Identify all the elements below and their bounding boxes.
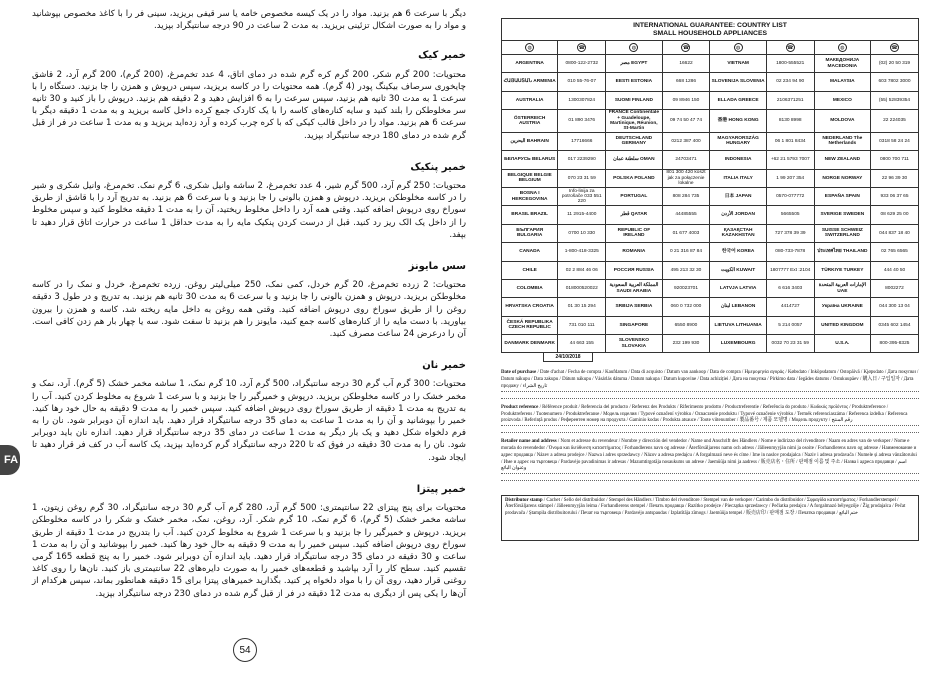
country-phone: 44 663 155 [558, 335, 606, 353]
country-phone: 8002272 [870, 279, 918, 297]
country-phone: 5665505 [766, 206, 814, 224]
country-name: ประเทศไทย THAILAND [814, 243, 870, 261]
retailer-line [501, 439, 919, 474]
globe-icon-cell [710, 41, 766, 55]
country-name: INDONESIA [710, 151, 766, 169]
country-phone: Info-linija za potrošače 033 551 220 [558, 187, 606, 205]
country-phone: 6 616 3403 [766, 279, 814, 297]
distributor-stamp-box [501, 495, 919, 541]
country-name: ROMANIA [606, 243, 662, 261]
country-name: БЕЛАРУСЬ BELARUS [502, 151, 558, 169]
country-phone: 09 8946 150 [662, 91, 710, 109]
country-name: LIETUVA LITHUANIA [710, 316, 766, 334]
guarantee-title-line1: INTERNATIONAL GUARANTEE: COUNTRY LIST [633, 21, 787, 29]
country-name: لبنان LEBANON [710, 298, 766, 316]
country-phone: 22 224035 [870, 110, 918, 133]
country-phone: 17716666 [558, 132, 606, 150]
phone-icon-cell [766, 41, 814, 55]
country-name: U.S.A. [814, 335, 870, 353]
left-page [3, 8, 470, 666]
country-phone: 808 284 735 [662, 187, 710, 205]
info-text: / Date d'achat / Fecha de compra / Kaufdatum / Data di acquisto / Datum van aankoop / Data de compra / Ημερομηνία αγοράς / Købsdato / Inköpsdatum / Ostopäivä / Kjøpsdato / Дата покупки / Datum nákupu / Data zakupu / Dátum nákupu / Vásárlás dátuma / Datum nakupa / Datum kupovine / Data achiziției / Дата на покупка / Pirkimo data / Iegādes datums / Ostukuupäev / 購入日 / 구입일자 / Дата продажу / تاريخ الشراء [501, 370, 919, 390]
country-name: NORGE NORWAY [814, 169, 870, 187]
country-phone: 02 234 94 90 [766, 73, 814, 91]
country-phone: 017 2239290 [558, 151, 606, 169]
distributor-label: Distributor stamp [505, 498, 543, 504]
section-body: محتویات: 200 گرم شکر، 200 گرم کره گرم شده در دمای اتاق، 4 عدد تخم‌مرغ، (200 گرم)، 200 گرم آرد، 2 قاشق چایخوری سرصاف بیکینگ پودر (4 گرم). همه محتویات را در کاسه بریزید، سپس درپوش و همزن را جا بزنید. دستگاه را با سرعت 1 به مدت 30 ثانیه هم بزنید، سپس سرعت را به 6 افزایش دهید و 2 دقیقه هم بزنید. درپوش را باز کنید و 30 ثانیه سر مخلوطکن را بلند کنید و سایه کناره‌های کاسه را با یک کاردک جمع کرده داخل کاسه بریزید و به مدت 1 دقیقه دیگر با سرعت 6 هم بزنید. مواد را در داخل قالب کیکی که با کره چرب کرده و آرد زده‌اید بریزید و به مدت 1 ساعت در فر از قبل گرم شده در دمای 180 درجه سانتیگراد بپزید. [32, 69, 466, 141]
country-phone: 01 30 15 294 [558, 298, 606, 316]
country-phone: 800-395-8325 [870, 335, 918, 353]
country-name: ARGENTINA [502, 55, 558, 73]
country-phone: 5 214 0057 [766, 316, 814, 334]
product-reference-line [501, 405, 919, 426]
phone-icon: ☎ [891, 45, 898, 51]
phone-icon: ☎ [578, 45, 585, 51]
country-phone: 4414727 [766, 298, 814, 316]
country-phone: 0 21 316 87 84 [662, 243, 710, 261]
country-phone: (02) 20 50 319 [870, 55, 918, 73]
country-name: SVERIGE SWEDEN [814, 206, 870, 224]
country-row [502, 110, 919, 133]
section-heading: خمیر نان [422, 360, 466, 372]
country-row [502, 335, 919, 353]
country-phone: 232 199 930 [662, 335, 710, 353]
country-name: SLOVENIJA SLOVENIA [710, 73, 766, 91]
country-phone: 0570-077772 [766, 187, 814, 205]
phone-icon-cell [870, 41, 918, 55]
country-phone: 0318 58 24 24 [870, 132, 918, 150]
country-name: SRBIJA SERBIA [606, 298, 662, 316]
guarantee-title [501, 18, 919, 40]
country-name: COLOMBIA [502, 279, 558, 297]
section-body: محتویات برای پنج پیتزای 22 سانتیمتری: 500 گرم آرد، 280 گرم آب گرم 30 درجه سانتیگراد، 30 گرم روغن زیتون، 1 ساشه مخمر خشک (5 گرم)، 6 گرم نمک، 10 گرم شکر. آرد، روغن، نمک، مخمر خشک و شکر را در کاسه مخلوطکن بریزید. درپوش و خمیرگیر را جا بزنید و با سرعت 1 شروع به مخلوط کردن کنید. آب را بتدریج در مدت 1 دقیقه از طریق سوراخ روی درپوش اضافه کنید. سپس خمیر را به مدت 9 دقیقه به حال خود رها کنید. خمیر را بپوشانید و آن را به مدت 1 ساعت و 30 دقیقه در دمای 35 درجه سانتیگراد قرار دهید. باید اندازه آن دوبرابر شود. خمیر را به پنج قطعه 165 گرمی تقسیم کنید. سطح کار را آرد بپاشید و قطعه‌های خمیر را به صورت دایره‌های 22 سانتیمتری باز کنید. نان‌ها را روی کاغذ روغنی قرار دهید، روی آن را با مواد دلخواه پر کنید. بگذارید خمیرهای پیتزا برای 15 دقیقه همانطور بماند، سپس هرکدام از آن‌ها را یکی پس از دیگری به مدت 12 دقیقه در فر از قبل گرم شده در دمای 230 درجه سانتیگراد بپزید. [32, 503, 467, 599]
country-phone: 0212 387 400 [662, 132, 710, 150]
country-name: POLSKA POLAND [606, 169, 662, 187]
country-name: سلطنة عمان OMAN [606, 151, 662, 169]
date-label: 24/10/2018 [543, 353, 593, 362]
country-phone: 02 765 6565 [870, 243, 918, 261]
right-page [501, 18, 919, 658]
country-name: MALAYSIA [814, 73, 870, 91]
country-name: DEUTSCHLAND GERMANY [606, 132, 662, 150]
country-name: BELGIQUE BELGIE BELGIUM [502, 169, 558, 187]
country-phone: 801 300 420 koszt jak za połączenie lokalne [662, 169, 710, 187]
country-name: РОССИЯ RUSSIA [606, 261, 662, 279]
section-body: محتویات: 300 گرم آب گرم 30 درجه سانتیگراد، 500 گرم آرد، 10 گرم نمک، 1 ساشه مخمر خشک (5 گرم). آرد، نمک و مخمر خشک را در کاسه مخلوطکن بریزید. درپوش و خمیرگیر را جا بزنید و با سرعت 1 شروع به مخلوط کردن کنید. آب را به تدریج به مدت 1 دقیقه از طریق سوراخ روی درپوش اضافه کنید. سپس خمیر را به مدت 9 دقیقه به حال خود رها کنید. خمیر را بپوشانید و آن را به مدت 1 ساعت به دمای 35 درجه سانتیگراد قرار دهید. باید اندازه آن دوبرابر شود. نان را به فرم دلخواه شکل دهید و یک بار دیگر به مدت 1 ساعت در دمای 35 درجه سانتیگراد قرار دهید. اندازه نان باید دوبرابر شود. نان را به مدت 30 دقیقه در فوق که تا 220 درجه سانتیگراد گرم کرده‌اید بپزید، یک کاسه آب در کف فر قرار دهید تا ایجاد شود. [32, 379, 466, 463]
page-number: 54 [233, 638, 257, 662]
country-row [502, 132, 919, 150]
globe-icon-cell [502, 41, 558, 55]
country-phone: 080-733-7878 [766, 243, 814, 261]
country-row [502, 73, 919, 91]
country-phone: 0345 602 1454 [870, 316, 918, 334]
globe-icon: ◍ [734, 43, 743, 52]
country-name: REPUBLIC OF IRELAND [606, 224, 662, 242]
country-phone: 1300307824 [558, 91, 606, 109]
section-heading: خمیر پیتزا [416, 483, 466, 495]
country-name: BRASIL BRAZIL [502, 206, 558, 224]
country-phone: 22 96 39 30 [870, 169, 918, 187]
country-name: 한국어 KOREA [710, 243, 766, 261]
country-phone: 0700 10 330 [558, 224, 606, 242]
country-phone: 668 1286 [662, 73, 710, 91]
country-name: CHILE [502, 261, 558, 279]
country-phone: 060 0 732 000 [662, 298, 710, 316]
guarantee-title-line2: SMALL HOUSEHOLD APPLIANCES [652, 29, 768, 37]
country-phone: 1807777 Ext :2104 [766, 261, 814, 279]
country-row [502, 243, 919, 261]
country-name: HRVATSKA CROATIA [502, 298, 558, 316]
country-phone: 920023701 [662, 279, 710, 297]
country-name: CANADA [502, 243, 558, 261]
country-name: الأردن JORDAN [710, 206, 766, 224]
globe-icon: ◍ [525, 43, 534, 52]
phone-icon: ☎ [787, 45, 794, 51]
country-phone: 0800 700 711 [870, 151, 918, 169]
country-phone: 444 40 50 [870, 261, 918, 279]
country-name: BOSNA I HERCEGOVINA [502, 187, 558, 205]
section-heading: سس مایونز [408, 261, 466, 273]
phone-icon-cell [558, 41, 606, 55]
country-phone: +62 21 5793 7007 [766, 151, 814, 169]
country-name: LUXEMBOURG [710, 335, 766, 353]
country-name: UNITED KINGDOM [814, 316, 870, 334]
country-phone: 044 300 13 04 [870, 298, 918, 316]
fill-line [501, 392, 919, 399]
country-phone: 09 74 50 47 74 [662, 110, 710, 133]
country-name: ÖSTERREICH AUSTRIA [502, 110, 558, 133]
country-phone: 1 99 207 354 [766, 169, 814, 187]
country-name: الإمارات العربية المتحدة UAE [814, 279, 870, 297]
country-phone: 01 890 3476 [558, 110, 606, 133]
phone-icon: ☎ [682, 45, 690, 51]
country-row [502, 279, 919, 297]
country-phone: 02 2 884 46 06 [558, 261, 606, 279]
country-phone: 2106371251 [766, 91, 814, 109]
country-name: SLOVENSKO SLOVAKIA [606, 335, 662, 353]
country-phone: 16622 [662, 55, 710, 73]
country-name: ESPAÑA SPAIN [814, 187, 870, 205]
country-name: VIETNAM [710, 55, 766, 73]
country-name: ITALIA ITALY [710, 169, 766, 187]
country-phone: 933 06 37 65 [870, 187, 918, 205]
section-body: محتویات: 250 گرم آرد، 500 گرم شیر، 4 عدد تخم‌مرغ، 2 ساشه وانیل شکری، 6 گرم نمک. تخم‌مرغ، وانیل شکری و شیر را در کاسه مخلوطکن بریزید. درپوش و همزن بالونی را جا بزنید و با سرعت 6 هم بزنید. به تدریج آرد را با قاشق از طریق سوراخ روی درپوش اضافه کنید. وقتی همه آرد را داخل مخلوط ریختید، آن را به مدت 1 دقیقه مخلوط کنید و سپس مخلوط را از داخل یک الک ریز رد کنید. قبل از درست کردن پنکیک مایه را به مدت حداقل 1 ساعت در حرارت اتاق قرار دهید تا بپفد. [32, 181, 466, 240]
country-phone: 044 837 18 40 [870, 224, 918, 242]
country-phone: 11 2915-4400 [558, 206, 606, 224]
globe-icon: ◍ [629, 43, 638, 52]
country-list-table [501, 40, 919, 353]
country-name: SUISSE SCHWEIZ SWITZERLAND [814, 224, 870, 242]
info-label: Retailer name and address [501, 439, 557, 445]
country-name: المملكة العربية السعودية SAUDI ARABIA [606, 279, 662, 297]
country-phone: 070 23 31 59 [558, 169, 606, 187]
country-name: SINGAPORE [606, 316, 662, 334]
icon-row [502, 41, 919, 55]
fill-line [501, 426, 919, 433]
country-name: قطر QATAR [606, 206, 662, 224]
country-name: الكويت KUWAIT [710, 261, 766, 279]
country-phone: 08 629 25 00 [870, 206, 918, 224]
country-phone: 8130 8998 [766, 110, 814, 133]
country-name: SUOMI FINLAND [606, 91, 662, 109]
country-phone: 01 677 4003 [662, 224, 710, 242]
info-text: / Référence produit / Referencia del producto / Referenz des Produkts / Riferimento prodotto / Productreferentie / Referência do produto / Κωδικός προϊόντος / Produktreference / Produktreferens / Tuotenumero / Produktreferanse / Модель изделия / Typové označení výrobku / Oznaczenie produktu / Typové označenie výrobku / Termék referenciaszáma / Referenca izdelka / Referenca proizvoda / Referință produs / Референтен номер на продукта / Gaminio kodas / Produkta atsauce / Toote viitenumber / 製品番号 / 제품 모델명 / Модель продукту / رقم المنتج [501, 404, 908, 424]
country-row [502, 187, 919, 205]
country-name: EESTI ESTONIA [606, 73, 662, 91]
country-name: NEDERLAND The Netherlands [814, 132, 870, 150]
country-name: AUSTRALIA [502, 91, 558, 109]
country-name: ELLADA GREECE [710, 91, 766, 109]
persian-recipe-text [14, 8, 470, 600]
country-phone: 1-800-418-3325 [558, 243, 606, 261]
country-name: ČESKÁ REPUBLIKA CZECH REPUBLIC [502, 316, 558, 334]
country-name: MAGYARORSZÁG HUNGARY [710, 132, 766, 150]
country-name: مصر EGYPT [606, 55, 662, 73]
section-heading: خمیر پنکیک [410, 161, 466, 173]
info-text: / Nom et adresse du revendeur / Nombre y dirección del vendedor / Name und Anschrift des Händlers / Nome e indirizzo del rivenditore / Naam en adres van de verkoper / Nome e morada do revendedor / Όνομα και διεύθυνση καταστήματος / Forhandlerens navn og adresse / Återförsäljarens namn och adress / Jälleenmyyjän nimi ja osoite / Forhandlerens navn og adresse / Наименование и адрес продавца / Název a adresa prodejce / Nazwa i adres sprzedawcy / Názov a adresa predajcu / A forgalmazó neve és címe / Ime in naslov prodajalca / Naziv i adresa prodavača / Numele și adresa vânzătorului / Име и адрес на търговеца / Pardavėjo pavadinimas ir adresas / Mazumtirgotāja nosaukums un adrese / Jaemüüja nimi ja aadress / 販売店名・住所 / 판매점 이름 및 주소 / Назва і адреса продавця / اسم وعنوان البائع [501, 439, 917, 472]
country-phone: 1800-555521 [766, 55, 814, 73]
country-row [502, 298, 919, 316]
fill-line [501, 474, 919, 481]
country-phone: 06 1 801 8434 [766, 132, 814, 150]
globe-icon-cell [814, 41, 870, 55]
country-name: 日本 JAPAN [710, 187, 766, 205]
country-name: МАКЕДОНИЈА MACEDONIA [814, 55, 870, 73]
country-phone: (55) 52839354 [870, 91, 918, 109]
country-row [502, 206, 919, 224]
country-name: MEXICO [814, 91, 870, 109]
country-phone: 6550 8900 [662, 316, 710, 334]
country-name: ҚАЗАҚСТАН KAZAKHSTAN [710, 224, 766, 242]
country-row [502, 224, 919, 242]
country-row [502, 316, 919, 334]
country-name: FRANCE Continentale + Guadeloupe, Martinique, Réunion, St-Martin [606, 110, 662, 133]
section-heading: خمیر کیک [418, 50, 466, 62]
country-row [502, 151, 919, 169]
intro-paragraph: دیگر با سرعت 6 هم بزنید. مواد را در یک کیسه مخصوص خامه یا سر قیفی بریزید، سینی فر را با کاغذ مخصوص بپوشانید و مواد را به صورت اشکال تزئینی بریزید. به مدت 2 ساعت در 90 درجه سانتیگراد بپزید. [32, 9, 467, 32]
country-name: TÜRKIYE TURKEY [814, 261, 870, 279]
country-name: NEW ZEALAND [814, 151, 870, 169]
country-name: DANMARK DENMARK [502, 335, 558, 353]
globe-icon: ◍ [838, 43, 847, 52]
country-name: PORTUGAL [606, 187, 662, 205]
info-label: Product reference [501, 404, 539, 410]
country-phone: 24703471 [662, 151, 710, 169]
country-phone: 44485555 [662, 206, 710, 224]
country-phone: 0800-122-2732 [558, 55, 606, 73]
country-row [502, 55, 919, 73]
country-phone: 603 7802 3000 [870, 73, 918, 91]
country-phone: 731 010 111 [558, 316, 606, 334]
country-name: Україна UKRAINE [814, 298, 870, 316]
country-name: MOLDOVA [814, 110, 870, 133]
country-phone: 495 213 32 30 [662, 261, 710, 279]
info-label: Date of purchase [501, 370, 537, 376]
country-name: ՀԱՅԱՍՏԱՆ ARMENIA [502, 73, 558, 91]
country-phone: 010 55-76-07 [558, 73, 606, 91]
section-body: محتویات: 2 زرده تخم‌مرغ، 20 گرم خردل، کمی نمک، 250 میلی‌لیتر روغن. زرده تخم‌مرغ، خردل و نمک را در کاسه مخلوطکن بریزید. درپوش و همزن بالونی را جا بزنید و با سرعت 6 به مدت 30 ثانیه هم بزنید. به تدریج و در طول 3 دقیقه روغن را از طریق سوراخ روی درپوش اضافه کنید. وقتی همه روغن به داخل مایه ریخته شد، کاسه و همزن را بیرون بیاورید. با دست مایه را از کناره‌های کاسه جمع کنید، مایونز را هم بزنید تا سفت شود. سه یا چهار بار هم زدن کافی است. آن را درعرض 24 ساعت مصرف کنید. [32, 280, 466, 340]
country-phone: 727 378 39 39 [766, 224, 814, 242]
country-row [502, 169, 919, 187]
country-phone: 018000520022 [558, 279, 606, 297]
language-tab: FA [0, 445, 20, 475]
distributor-text: / Cachet / Sello del distribuidor / Stempel des Händlers / Timbro del rivenditore / Stempel van de verkoper / Carimbo do distribuidor / Σφραγίδα καταστήματος / Forhandlerstempel / Återförsäljarens stämpel / Jälleenmyyjän leima / Forhandlerens stempel / Печать продавца / Razítko prodejce / Pieczątka sprzedawcy / Pečiatka predajcu / A forgalmazó bélyegzője / Žig prodajalca / Pečat prodavača / Ștampila distribuitorului / Печат на търговеца / Pardavėjo antspaudas / Izplatītāja zīmogs / Jaemüüja tempel / 販売店印 / 판매점 도장 / Печатка продавця / ختم البائع [505, 498, 906, 516]
country-name: 香港 HONG KONG [710, 110, 766, 133]
country-name: БЪЛГАРИЯ BULGARIA [502, 224, 558, 242]
globe-icon-cell [606, 41, 662, 55]
country-row [502, 261, 919, 279]
purchase-date-line [501, 370, 919, 391]
country-phone: 0032 70 23 31 59 [766, 335, 814, 353]
country-row [502, 91, 919, 109]
phone-icon-cell [662, 41, 710, 55]
country-name: LATVJA LATVIA [710, 279, 766, 297]
country-name: البحرين BAHRAIN [502, 132, 558, 150]
